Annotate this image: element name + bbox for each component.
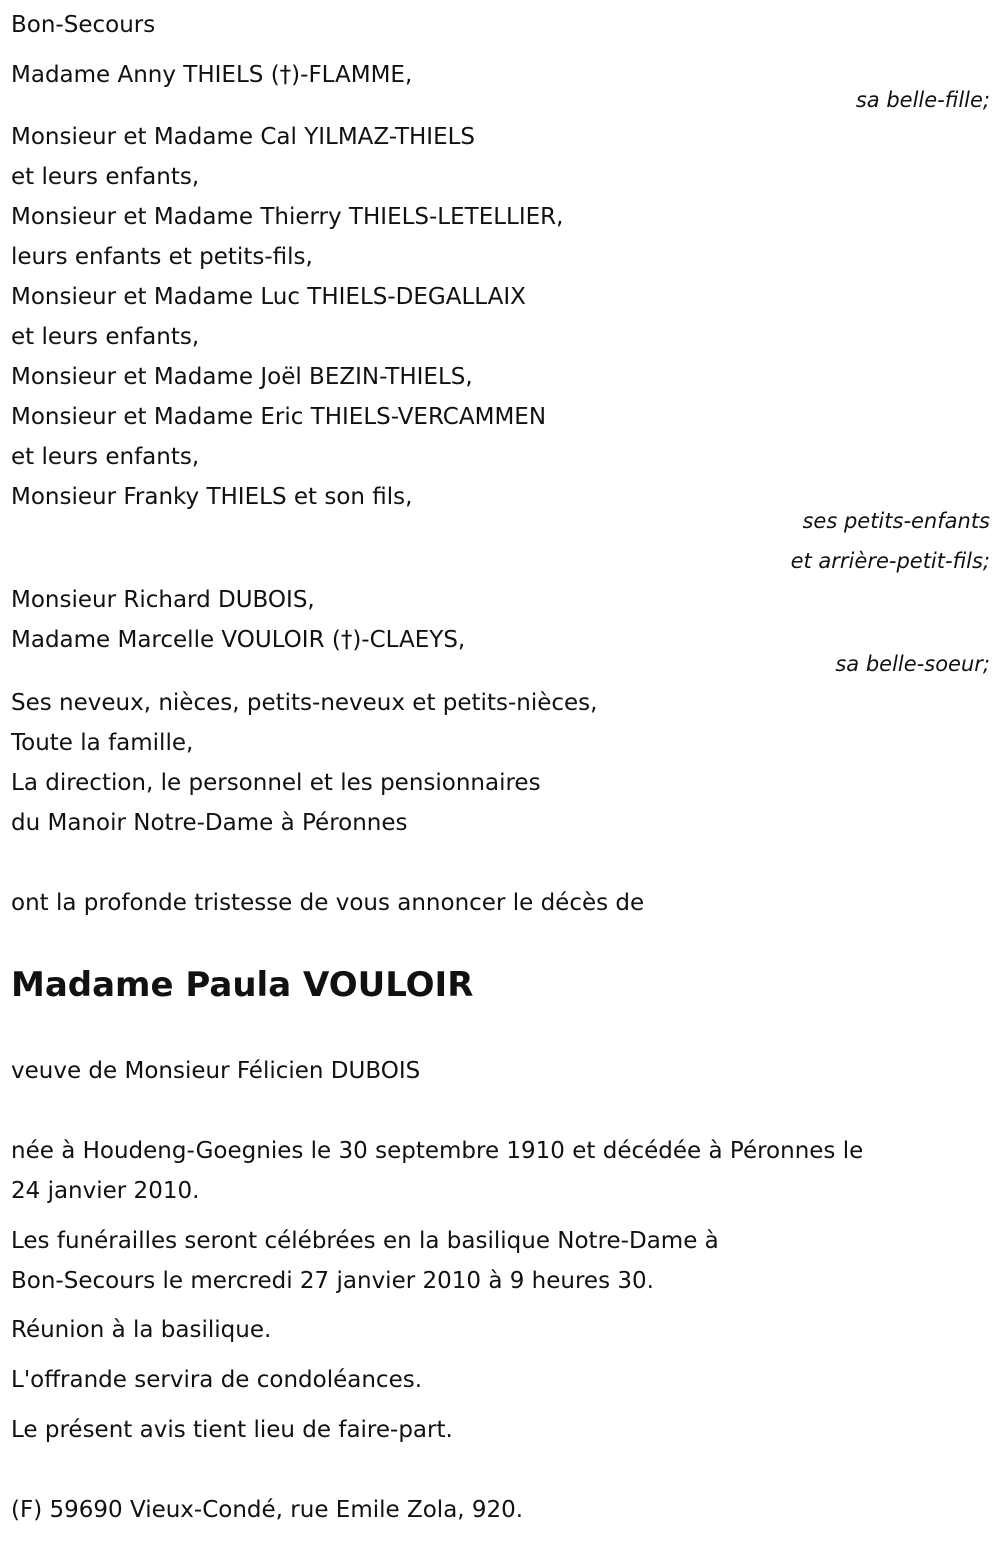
funeral-line: Les funérailles seront célébrées en la basilique Notre-Dame à xyxy=(11,1228,719,1254)
relation-label: ses petits-enfants xyxy=(802,509,990,533)
family-member: Monsieur et Madame Eric THIELS-VERCAMMEN xyxy=(11,404,547,430)
family-member: Monsieur et Madame Cal YILMAZ-THIELS xyxy=(11,124,476,150)
family-member: du Manoir Notre-Dame à Péronnes xyxy=(11,810,408,836)
family-member: Monsieur et Madame Thierry THIELS-LETELLIER, xyxy=(11,204,564,230)
deceased-name: Madame Paula VOULOIR xyxy=(11,965,474,1005)
widow-of: veuve de Monsieur Félicien DUBOIS xyxy=(11,1058,421,1084)
family-member: Monsieur Franky THIELS et son fils, xyxy=(11,484,413,510)
relation-label: sa belle-fille; xyxy=(855,88,990,112)
notice: Le présent avis tient lieu de faire-part. xyxy=(11,1417,453,1443)
birth-death-line: 24 janvier 2010. xyxy=(11,1178,200,1204)
family-member: et leurs enfants, xyxy=(11,164,200,190)
family-member: et leurs enfants, xyxy=(11,444,200,470)
offering: L'offrande servira de condoléances. xyxy=(11,1367,423,1393)
place: Bon-Secours xyxy=(11,12,156,38)
relation-label: sa belle-soeur; xyxy=(835,652,990,676)
family-member: leurs enfants et petits-fils, xyxy=(11,244,313,270)
family-member: La direction, le personnel et les pensionnaires xyxy=(11,770,541,796)
funeral-line: Bon-Secours le mercredi 27 janvier 2010 à 9 heures 30. xyxy=(11,1268,654,1294)
birth-death-line: née à Houdeng-Goegnies le 30 septembre 1910 et décédée à Péronnes le xyxy=(11,1138,864,1164)
family-member: Monsieur et Madame Luc THIELS-DEGALLAIX xyxy=(11,284,526,310)
family-member: Monsieur Richard DUBOIS, xyxy=(11,587,315,613)
family-member: Toute la famille, xyxy=(11,730,194,756)
family-member: et leurs enfants, xyxy=(11,324,200,350)
meeting: Réunion à la basilique. xyxy=(11,1317,272,1343)
address: (F) 59690 Vieux-Condé, rue Emile Zola, 920. xyxy=(11,1497,524,1523)
family-member: Madame Anny THIELS (†)-FLAMME, xyxy=(11,62,413,88)
family-member: Madame Marcelle VOULOIR (†)-CLAEYS, xyxy=(11,627,466,653)
relation-label: et arrière-petit-fils; xyxy=(790,549,990,573)
family-member: Monsieur et Madame Joël BEZIN-THIELS, xyxy=(11,364,473,390)
announcement: ont la profonde tristesse de vous annoncer le décès de xyxy=(11,890,645,916)
family-member: Ses neveux, nièces, petits-neveux et petits-nièces, xyxy=(11,690,598,716)
